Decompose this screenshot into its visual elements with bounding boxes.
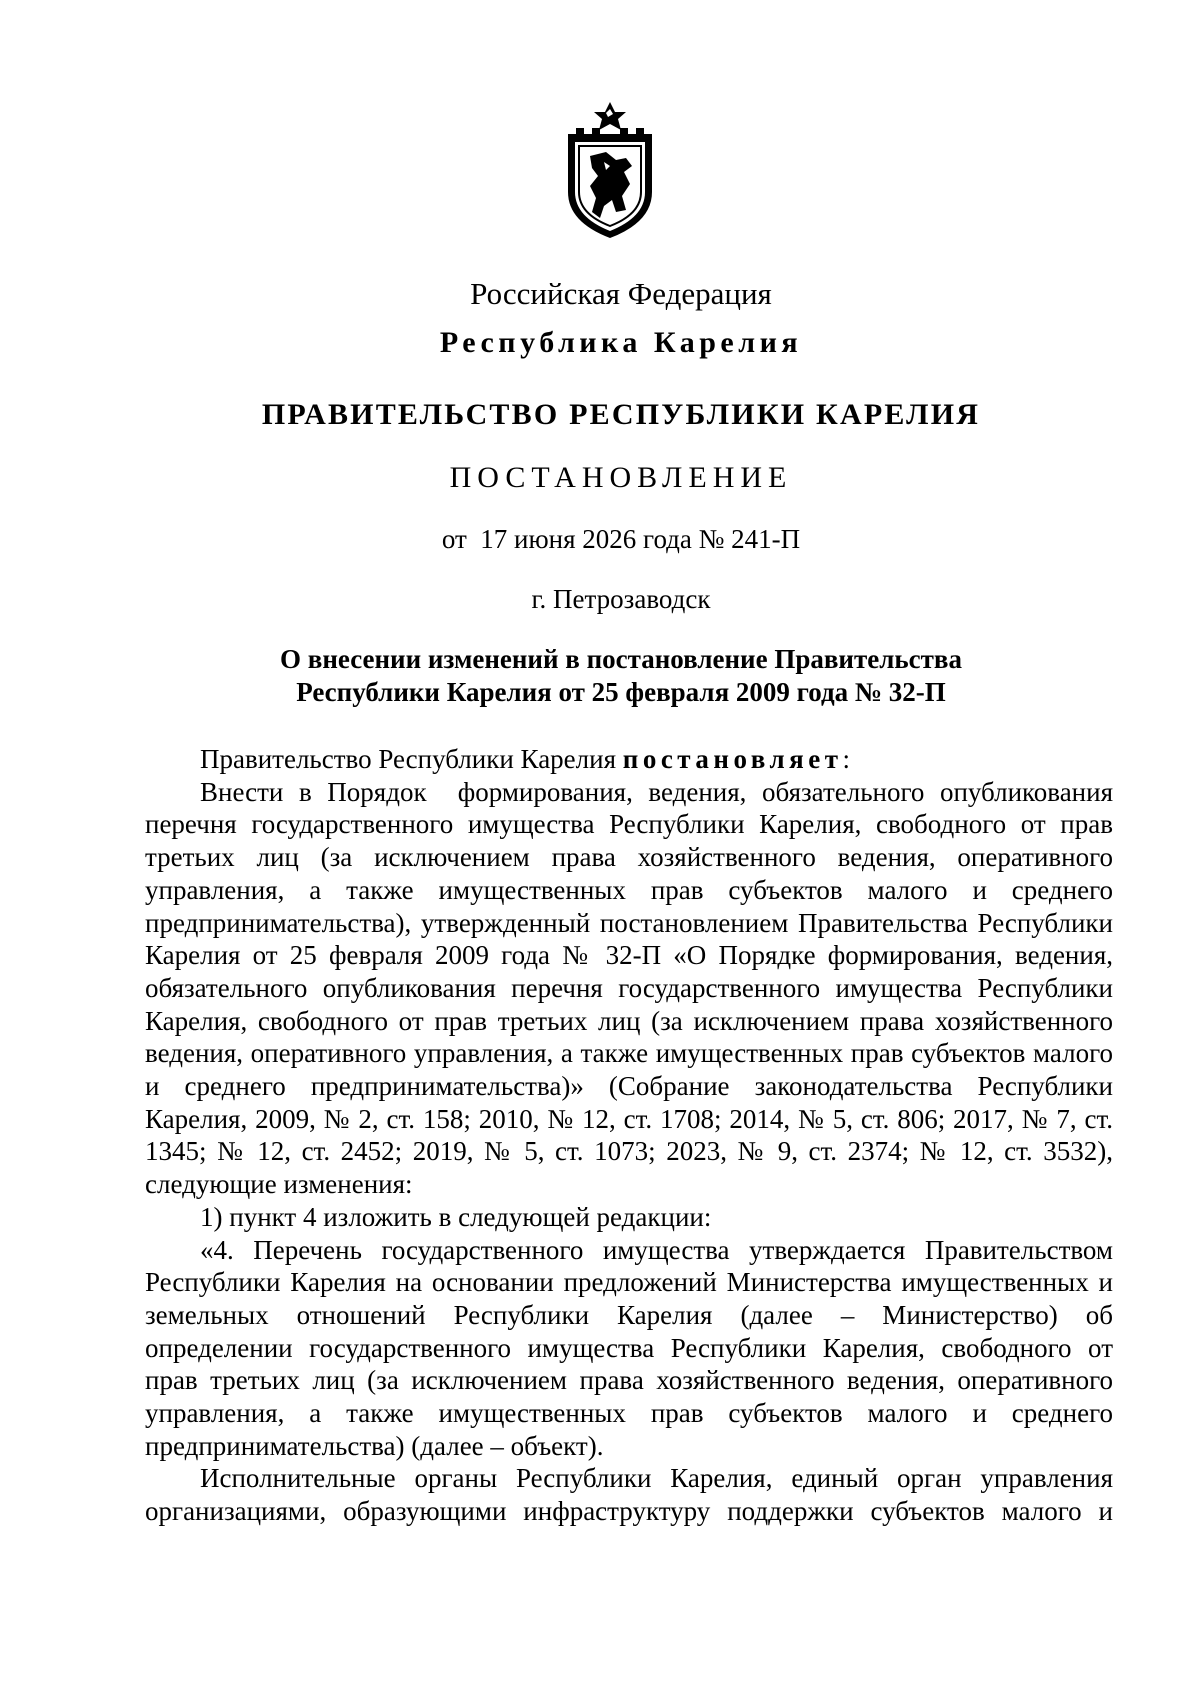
document-city: г. Петрозаводск [531, 584, 711, 614]
document-type: ПОСТАНОВЛЕНИЕ [449, 461, 793, 494]
paragraph-amendments: Внести в Порядок формирования, ведения, обязательного опубликования перечня государственного имущества Республики Карелия, свободного от прав третьих лиц (за исключением права хозяйственного ведения, оперативного управления, а также имущественных прав субъектов малого и среднего предпринимательства), утвержденный постановлением Правительства Республики Карелия от 25 февраля 2009 года № 32-П «О Порядке формирования, ведения, обязательного опубликования перечня государственного имущества Республики Карелия, свободного от прав третьих лиц (за исключением права хозяйственного ведения, оперативного управления, а также имущественных прав субъектов малого и среднего предпринимательства)» (Собрание законодательства Республики Карелия, 2009, № 2, ст. 158; 2010, № 12, ст. 1708; 2014, № 5, ст. 806; 2017, № 7, ст. 1345; № 12, ст. 2452; 2019, № 5, ст. 1073; 2023, № 9, ст. 2374; № 12, ст. 3532), следующие изменения: [145, 776, 1120, 1200]
paragraph-item-1: 1) пункт 4 изложить в следующей редакции: [200, 1201, 712, 1232]
document-subject [0, 643, 1200, 709]
star-icon [594, 102, 626, 130]
republic-name: Республика Карелия [439, 326, 803, 359]
subject-line-1: О внесении изменений в постановление Правительства [280, 644, 962, 674]
document-date-number: от 17 июня 2026 года № 241-П [441, 524, 801, 554]
paragraph-point-4: «4. Перечень государственного имущества утверждается Правительством Республики Карелия на основании предложений Министерства имущественных и земельных отношений Республики Карелия (далее – Министерство) об определении государственного имущества Республики Карелия, свободного от прав третьих лиц (за исключением права хозяйственного ведения, оперативного управления, а также имущественных прав субъектов малого и среднего предпринимательства) (далее – объект). [145, 1234, 1113, 1461]
paragraph-executive-bodies: Исполнительные органы Республики Карелия, единый орган управления организациями, образующими инфраструктуру поддержки субъектов малого и [145, 1463, 1113, 1527]
intro-prefix: Правительство Республики Карелия [200, 744, 623, 774]
intro-suffix: : [842, 744, 851, 774]
resolution-verb: постановляет [622, 744, 843, 774]
country-name: Российская Федерация [470, 276, 772, 311]
government-name: ПРАВИТЕЛЬСТВО РЕСПУБЛИКИ КАРЕЛИЯ [261, 398, 981, 431]
subject-line-2: Республики Карелия от 25 февраля 2009 года № 32-П [296, 677, 946, 707]
document-body [145, 743, 1120, 1528]
intro-paragraph [145, 743, 1113, 776]
coat-of-arms-icon [560, 100, 660, 240]
